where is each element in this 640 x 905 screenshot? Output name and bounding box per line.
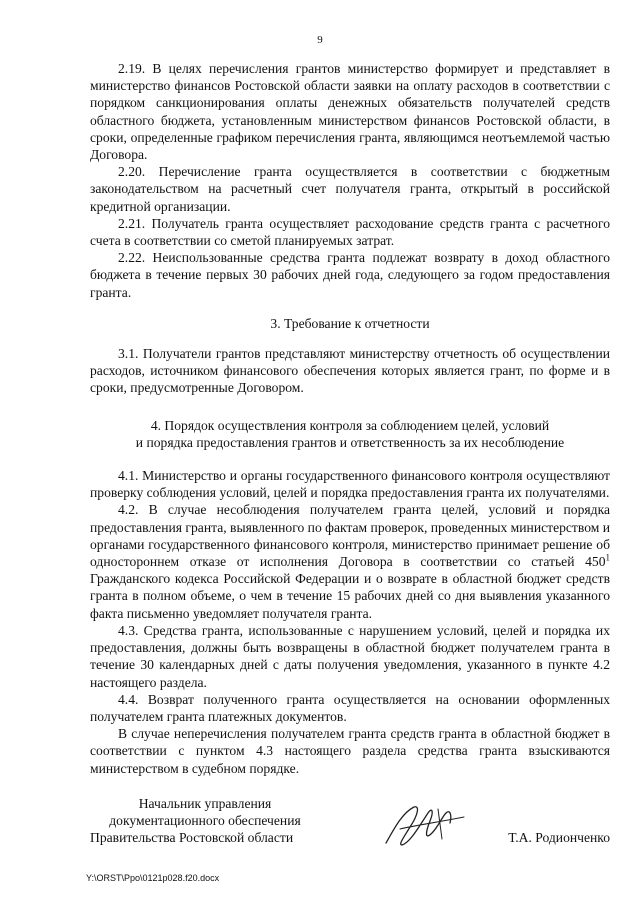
signatory-title-line-2: документационного обеспечения — [109, 813, 301, 829]
paragraph-2-21: 2.21. Получатель гранта осуществляет расходование средств гранта с расчетного счета в соответствии со сметой планируемых затрат. — [90, 215, 610, 249]
section-4-heading-line-1: 4. Порядок осуществления контроля за соблюдением целей, условий — [150, 417, 550, 433]
paragraph-2-22: 2.22. Неиспользованные средства гранта подлежат возврату в доход областного бюджета в течение первых 30 рабочих дней года, следующего за годом предоставления гранта. — [90, 250, 610, 300]
signatory-title-line-3: Правительства Ростовской области — [90, 830, 294, 846]
paragraph-2-20: 2.20. Перечисление гранта осуществляется в соответствии с бюджетным законодательством на расчетный счет получателя гранта, открытый в российской кредитной организации. — [90, 164, 610, 214]
handwritten-signature — [380, 799, 470, 851]
paragraph-4-1: 4.1. Министерство и органы государственного финансового контроля осуществляют проверку соблюдения условий, целей и порядка предоставления гранта их получателями. — [90, 468, 610, 501]
article-superscript: 1 — [605, 552, 610, 563]
document-body — [90, 60, 610, 777]
section-4-heading — [90, 417, 610, 451]
section-4-heading-line-2: и порядка предоставления грантов и ответственность за их несоблюдение — [135, 434, 565, 450]
signatory-name: Т.А. Родионченко — [508, 830, 610, 845]
signatory-title-line-1: Начальник управления — [138, 796, 272, 811]
paragraph-4-2-text-end: Гражданского кодекса Российской Федерации и о возврате в областной бюджет средств гранта в полном объеме, о чем в течение 15 рабочих дней со дня выявления указанного факта письменно уведомляет получателя гранта. — [90, 571, 610, 621]
page-number: 9 — [317, 34, 323, 46]
paragraph-3-1: 3.1. Получатели грантов представляют министерству отчетность об осуществлении расходов, источником финансового обеспечения которых является грант, по форме и в сроки, предусмотренные Договором. — [90, 346, 610, 396]
signatory-title — [90, 795, 320, 847]
signature-block — [90, 795, 610, 855]
paragraph-4-2 — [90, 501, 610, 621]
paragraph-2-19: 2.19. В целях перечисления грантов министерство формирует и представляет в министерство финансов Ростовской области заявки на оплату расходов в соответствии с порядком санкционирования оплаты денежных обязательств получателей средств областного бюджета, установленным министерством финансов Ростовской области, в сроки, определенные графиком перечисления гранта, являющимся неотъемлемой частью Договора. — [90, 61, 610, 163]
file-path-footer: Y:\ORST\Ppo\0121p028.f20.docx — [86, 873, 220, 883]
paragraph-4-2-text-start: 4.2. В случае несоблюдения получателем гранта целей, условий и порядка предоставления гранта, выявленного по фактам проверок, проведенных министерством и органами государственного финансового контроля, министерство принимает решение об одностороннем отказе от исполнения Договора в соответствии со статьей 450 — [90, 502, 611, 570]
paragraph-4-3: 4.3. Средства гранта, использованные с нарушением условий, целей и порядка их предоставления, должны быть возвращены в областной бюджет получателем гранта в течение 30 календарных дней с даты получения уведомления, указанного в пункте 4.2 настоящего раздела. — [90, 622, 610, 690]
paragraph-4-4: 4.4. Возврат полученного гранта осуществляется на основании оформленных получателем гранта платежных документов. — [90, 691, 610, 724]
section-3-heading: 3. Требование к отчетности — [270, 315, 430, 331]
paragraph-enforcement: В случае неперечисления получателем гранта средств гранта в областной бюджет в соответствии с пунктом 4.3 настоящего раздела средства гранта взыскиваются министерством в судебном порядке. — [90, 726, 610, 776]
